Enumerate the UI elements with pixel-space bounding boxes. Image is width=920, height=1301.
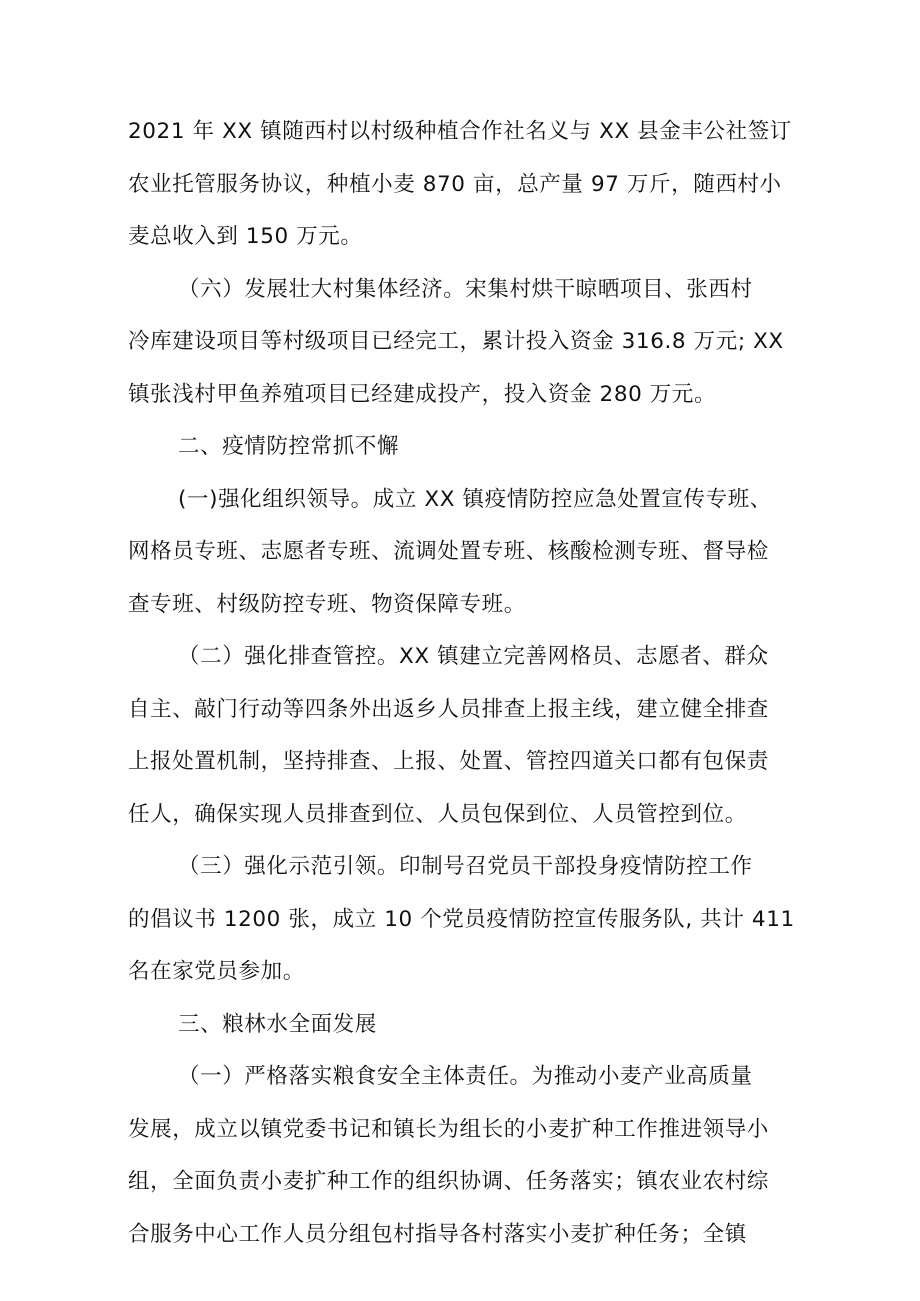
paragraph-line: 自主、敲门行动等四条外出返乡人员排查上报主线，建立健全排查 [128, 696, 769, 722]
paragraph-line: （二）强化排查管控。XX 镇建立完善网格员、志愿者、群众 [178, 644, 769, 669]
document-body [128, 106, 798, 1261]
paragraph-line: 麦总收入到 150 万元。 [128, 224, 363, 249]
paragraph-line: 上报处置机制，坚持排查、上报、处置、管控四道关口都有包保责 [128, 749, 769, 774]
paragraph-line: （三）强化示范引领。印制号召党员干部投身疫情防控工作 [178, 854, 753, 879]
paragraph-line: （六）发展壮大村集体经济。宋集村烘干晾晒项目、张西村 [178, 276, 753, 302]
section-heading: 三、粮林水全面发展 [178, 1011, 377, 1037]
paragraph-line: 名在家党员参加。 [128, 959, 305, 984]
paragraph-line: 农业托管服务协议，种植小麦 870 亩，总产量 97 万斤，随西村小 [128, 171, 782, 197]
paragraph-line: 网格员专班、志愿者专班、流调处置专班、核酸检测专班、督导检 [128, 539, 769, 564]
paragraph-line: 2021 年 XX 镇随西村以村级种植合作社名义与 XX 县金丰公社签订 [128, 119, 792, 144]
paragraph-line: （一）严格落实粮食安全主体责任。为推动小麦产业高质量 [178, 1064, 753, 1089]
paragraph-line: (一)强化组织领导。成立 XX 镇疫情防控应急处置宣传专班、 [178, 486, 772, 512]
paragraph-line: 冷库建设项目等村级项目已经完工，累计投入资金 316.8 万元; XX [128, 329, 784, 354]
paragraph-line: 的倡议书 1200 张，成立 10 个党员疫情防控宣传服务队, 共计 411 [128, 906, 795, 932]
section-heading: 二、疫情防控常抓不懈 [178, 434, 400, 459]
paragraph-line: 发展，成立以镇党委书记和镇长为组长的小麦扩种工作推进领导小 [128, 1116, 769, 1142]
paragraph-line: 镇张浅村甲鱼养殖项目已经建成投产，投入资金 280 万元。 [128, 381, 717, 407]
paragraph-line: 任人，确保实现人员排查到位、人员包保到位、人员管控到位。 [128, 801, 747, 827]
paragraph-line: 合服务中心工作人员分组包村指导各村落实小麦扩种任务；全镇 [128, 1221, 747, 1247]
paragraph-line: 组，全面负责小麦扩种工作的组织协调、任务落实；镇农业农村综 [128, 1169, 769, 1194]
paragraph-line: 查专班、村级防控专班、物资保障专班。 [128, 591, 526, 617]
